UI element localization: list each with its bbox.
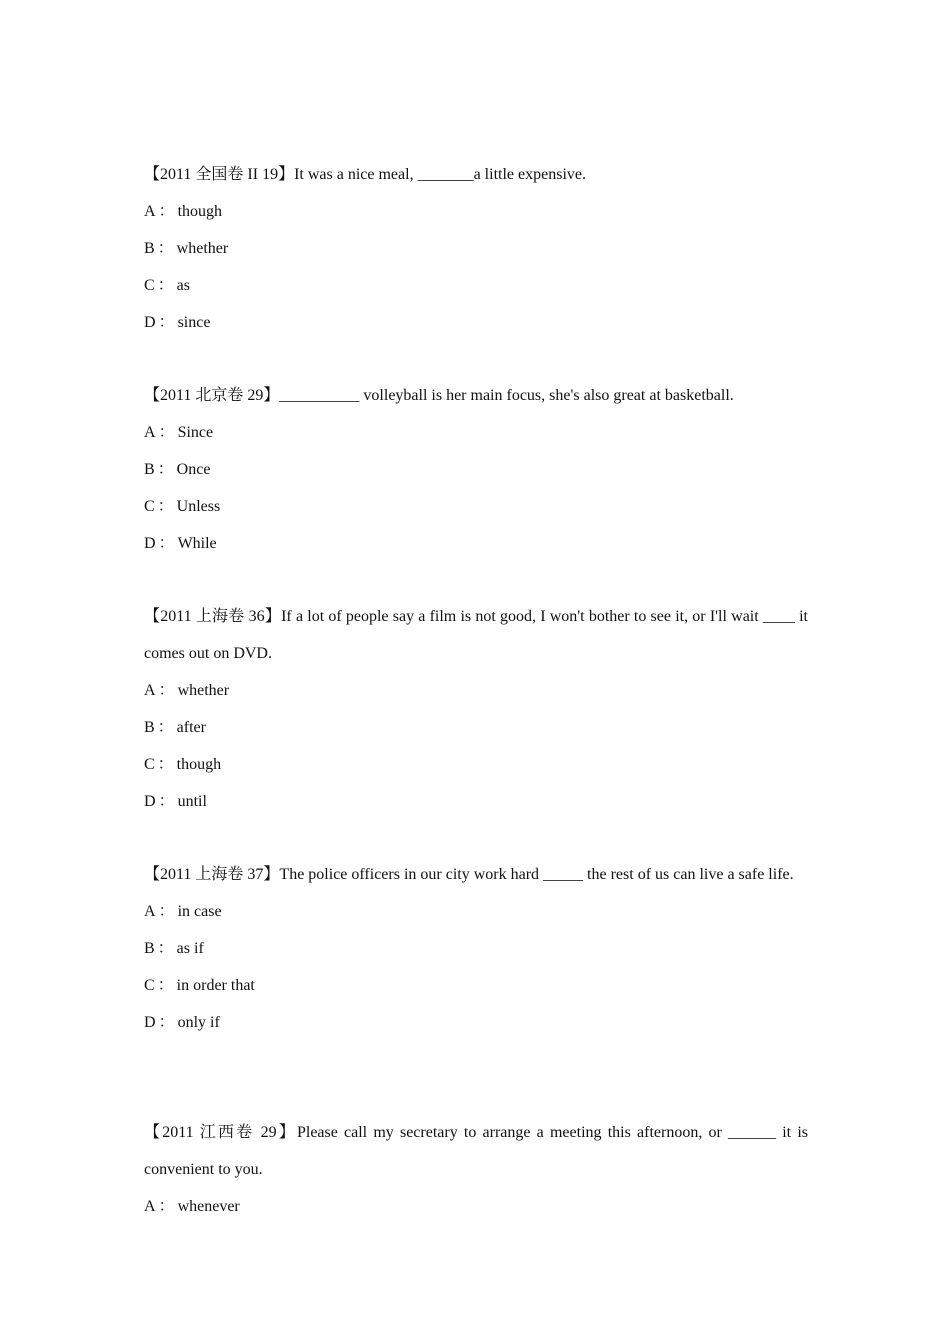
option-c: C ： though xyxy=(144,756,222,773)
option-d: D ： until xyxy=(144,793,207,810)
question-4 xyxy=(144,856,808,1041)
option-c: C ： Unless xyxy=(144,498,221,515)
option-c: C ： as xyxy=(144,277,190,294)
question-text: It was a nice meal, _______a little expensive. xyxy=(294,166,586,183)
question-source-tag: 【2011 上海卷 37】 xyxy=(144,866,280,883)
question-5 xyxy=(144,1114,808,1225)
option-d: D ： While xyxy=(144,535,217,552)
option-d: D ： since xyxy=(144,314,211,331)
question-stem xyxy=(144,156,808,193)
option-a: A ： in case xyxy=(144,903,222,920)
option-b: B ： Once xyxy=(144,461,211,478)
option-d: D ： only if xyxy=(144,1014,220,1031)
question-text: If a lot of people say a film is not good, I won't bother to see it, or I'll wait ____ it comes out on DVD. xyxy=(144,608,808,662)
question-source-tag: 【2011 江西卷 29】 xyxy=(144,1124,297,1141)
question-source-tag: 【2011 全国卷 II 19】 xyxy=(144,166,295,183)
question-text: The police officers in our city work hard _____ the rest of us can live a safe life. xyxy=(279,866,794,883)
option-c: C ： in order that xyxy=(144,977,255,994)
question-text: Please call my secretary to arrange a meeting this afternoon, or ______ it is convenient to you. xyxy=(144,1124,808,1178)
question-source-tag: 【2011 上海卷 36】 xyxy=(144,608,282,625)
question-stem xyxy=(144,1114,808,1188)
option-b: B ： whether xyxy=(144,240,229,257)
option-b: B ： as if xyxy=(144,940,204,957)
option-a: A ： whenever xyxy=(144,1198,240,1215)
option-a: A ： Since xyxy=(144,424,214,441)
question-stem xyxy=(144,377,808,414)
question-1 xyxy=(144,156,808,341)
option-a: A ： whether xyxy=(144,682,230,699)
question-stem xyxy=(144,856,808,893)
question-stem xyxy=(144,598,808,672)
question-source-tag: 【2011 北京卷 29】 xyxy=(144,387,280,404)
question-text: __________ volleyball is her main focus, she's also great at basketball. xyxy=(279,387,734,404)
option-b: B ： after xyxy=(144,719,206,736)
option-a: A ： though xyxy=(144,203,223,220)
question-3 xyxy=(144,598,808,820)
question-2 xyxy=(144,377,808,562)
